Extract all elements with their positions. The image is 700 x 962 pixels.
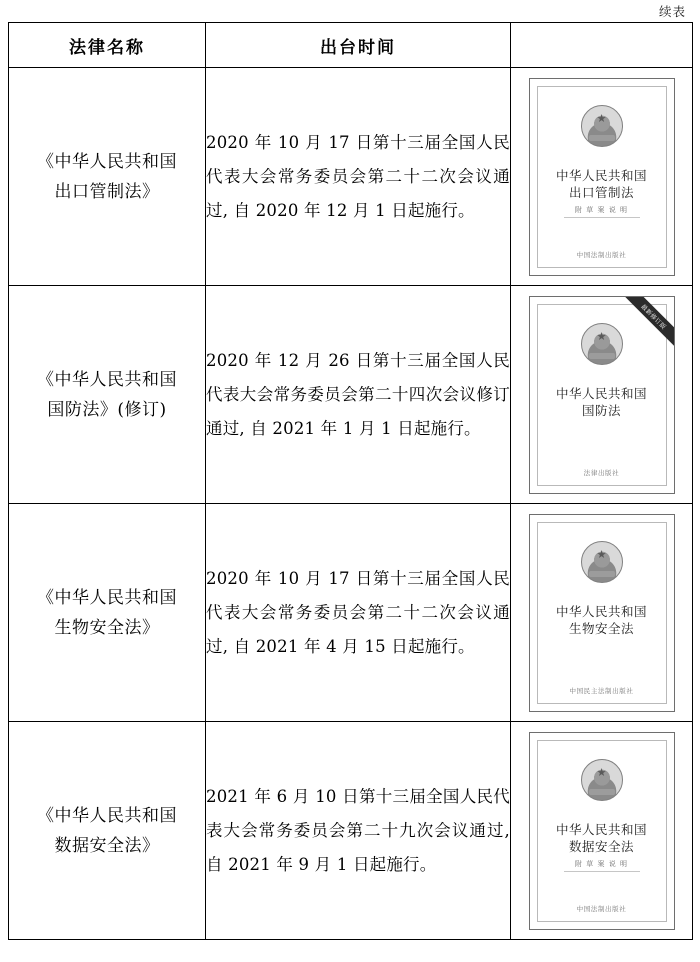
law-time-cell: 2021 年 6 月 10 日第十三届全国人民代表大会常务委员会第二十九次会议通过, 自 2021 年 9 月 1 日起施行。 — [206, 722, 511, 940]
cover-publisher: 中国法制出版社 — [576, 904, 627, 913]
law-name-line: 出口管制法》 — [54, 181, 160, 202]
law-cover-cell — [511, 286, 693, 504]
book-cover-image — [529, 514, 675, 712]
cover-title — [530, 385, 674, 419]
cover-title-line: 国防法 — [581, 402, 621, 418]
law-name-line: 《中华人民共和国 — [37, 151, 177, 172]
book-cover-image — [529, 732, 675, 930]
cover-title-line: 生物安全法 — [568, 620, 634, 636]
table-row — [9, 722, 693, 940]
national-emblem-icon — [581, 541, 623, 583]
cover-publisher: 法律出版社 — [583, 468, 620, 477]
table-row — [9, 286, 693, 504]
cover-title-line: 中华人民共和国 — [555, 603, 647, 619]
law-name-line: 生物安全法》 — [54, 617, 160, 638]
cover-divider — [564, 217, 640, 218]
cover-title-line: 出口管制法 — [568, 184, 634, 200]
cover-publisher: 中国法制出版社 — [576, 250, 627, 259]
law-time-cell: 2020 年 12 月 26 日第十三届全国人民代表大会常务委员会第二十四次会议修订通过, 自 2021 年 1 月 1 日起施行。 — [206, 286, 511, 504]
table-body — [9, 68, 693, 940]
law-name-line: 《中华人民共和国 — [37, 369, 177, 390]
cover-subtitle: 附 草 案 说 明 — [575, 859, 628, 868]
book-cover-image — [529, 78, 675, 276]
national-emblem-icon — [581, 105, 623, 147]
law-name-cell — [9, 504, 206, 722]
cover-title — [530, 167, 674, 201]
cover-divider — [564, 871, 640, 872]
cover-publisher: 中国民主法制出版社 — [569, 686, 634, 695]
cover-title — [530, 821, 674, 855]
law-name-line: 《中华人民共和国 — [37, 587, 177, 608]
page-header-note: 续表 — [658, 4, 686, 19]
cover-title — [530, 603, 674, 637]
cover-ribbon-label: 最新修订版 — [616, 297, 673, 354]
law-name-line: 数据安全法》 — [54, 835, 160, 856]
table-header — [9, 23, 693, 68]
law-name-line: 国防法》(修订) — [47, 399, 167, 420]
cover-subtitle: 附 草 案 说 明 — [575, 205, 628, 214]
law-name-cell — [9, 286, 206, 504]
table-header-row — [9, 23, 693, 68]
national-emblem-icon — [581, 759, 623, 801]
law-name-line: 《中华人民共和国 — [37, 805, 177, 826]
cover-title-line: 中华人民共和国 — [555, 821, 647, 837]
table-row — [9, 504, 693, 722]
national-emblem-icon — [581, 323, 623, 365]
law-cover-cell — [511, 504, 693, 722]
cover-title-line: 中华人民共和国 — [555, 385, 647, 401]
cover-title-line: 中华人民共和国 — [555, 167, 647, 183]
law-time-cell: 2020 年 10 月 17 日第十三届全国人民代表大会常务委员会第二十二次会议通过, 自 2020 年 12 月 1 日起施行。 — [206, 68, 511, 286]
book-cover-image — [529, 296, 675, 494]
law-cover-cell — [511, 68, 693, 286]
law-name-cell — [9, 68, 206, 286]
cover-title-line: 数据安全法 — [568, 838, 634, 854]
law-list-table — [8, 22, 693, 940]
law-cover-cell — [511, 722, 693, 940]
law-name-cell — [9, 722, 206, 940]
column-header-cover-image — [511, 23, 693, 68]
table-row — [9, 68, 693, 286]
column-header-release-time: 出台时间 — [206, 23, 511, 68]
law-time-cell: 2020 年 10 月 17 日第十三届全国人民代表大会常务委员会第二十二次会议通过, 自 2021 年 4 月 15 日起施行。 — [206, 504, 511, 722]
column-header-law-name: 法律名称 — [9, 23, 206, 68]
